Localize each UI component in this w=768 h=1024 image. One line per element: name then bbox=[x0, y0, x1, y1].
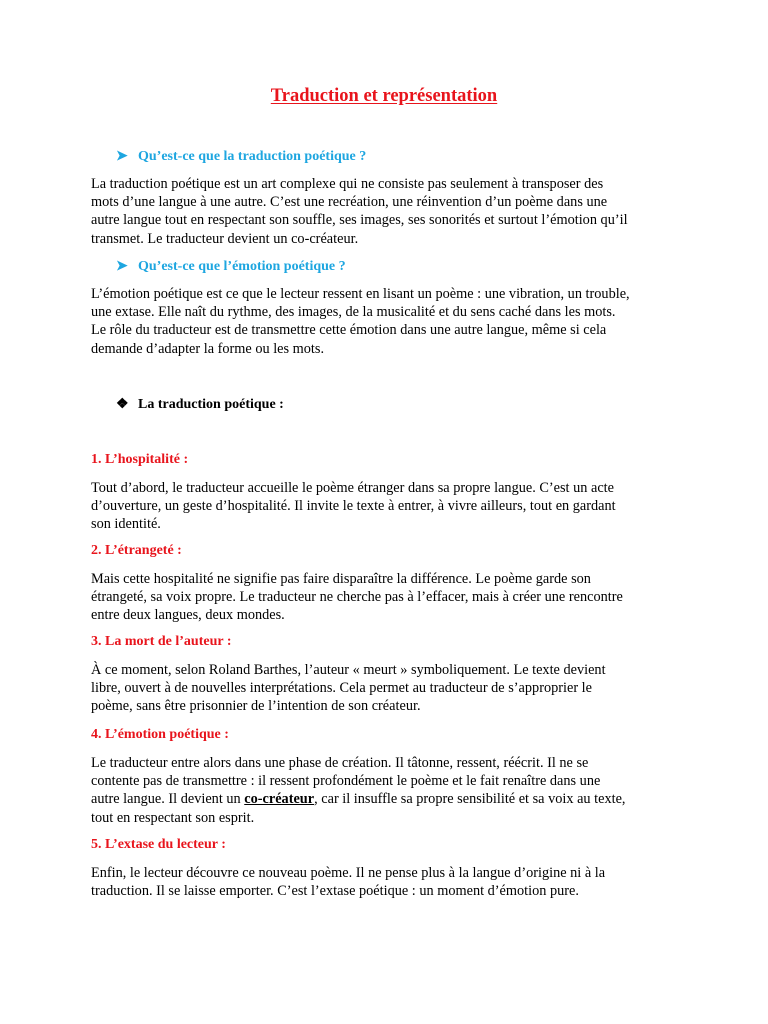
question-heading-1 bbox=[116, 148, 366, 165]
paragraph-line: L’émotion poétique est ce que le lecteur ressent en lisant un poème : une vibration, un trouble, bbox=[91, 286, 630, 302]
subheading-text: La traduction poétique : bbox=[138, 397, 284, 412]
section-heading-1: 1. L’hospitalité : bbox=[91, 452, 189, 467]
paragraph-line: mots d’une langue à une autre. C’est une recréation, une réinvention d’un poème dans une bbox=[91, 194, 608, 211]
paragraph-line: libre, ouvert à de nouvelles interprétations. Cela permet au traducteur de s’approprier le bbox=[91, 680, 592, 697]
paragraph-line: entre deux langues, deux mondes. bbox=[91, 607, 285, 624]
question-heading-2 bbox=[116, 258, 346, 275]
paragraph-line: poème, sans être prisonnier de l’intention de son créateur. bbox=[91, 698, 421, 715]
line-text-after: , car il insuffle sa propre sensibilité et sa voix au texte, bbox=[314, 791, 626, 808]
paragraph-line: une extase. Elle naît du rythme, des images, de la musicalité et du sens caché dans les mots. bbox=[91, 304, 616, 321]
line-text-before: autre langue. Il devient un bbox=[91, 791, 245, 808]
section-paragraph-1 bbox=[91, 479, 683, 534]
section-heading-3: 3. La mort de l’auteur : bbox=[91, 634, 232, 649]
section-paragraph-2 bbox=[91, 570, 683, 625]
arrow-bullet-icon: ➤ bbox=[116, 259, 128, 274]
paragraph-line: Tout d’abord, le traducteur accueille le poème étranger dans sa propre langue. C’est un acte bbox=[91, 480, 614, 496]
section-heading-2: 2. L’étrangeté : bbox=[91, 543, 182, 558]
paragraph-line: contente pas de transmettre : il ressent profondément le poème et le fait renaître dans une bbox=[91, 773, 601, 790]
section-paragraph-4 bbox=[91, 754, 683, 827]
paragraph-line: d’ouverture, un geste d’hospitalité. Il invite le texte à entrer, à vivre ailleurs, tout en gardant bbox=[91, 498, 616, 515]
paragraph-line: autre langue tout en respectant son souffle, ses images, ses sonorités et surtout l’émotion qu’il bbox=[91, 212, 628, 229]
paragraph-line: Mais cette hospitalité ne signifie pas faire disparaître la différence. Le poème garde son bbox=[91, 571, 591, 587]
paragraph-line: Enfin, le lecteur découvre ce nouveau poème. Il ne pense plus à la langue d’origine ni à la bbox=[91, 865, 606, 881]
diamond-bullet-icon: ❖ bbox=[116, 397, 129, 412]
paragraph-translation-definition bbox=[91, 175, 683, 248]
section-heading-4: 4. L’émotion poétique : bbox=[91, 727, 229, 742]
paragraph-line: son identité. bbox=[91, 516, 161, 533]
paragraph-line: traduction. Il se laisse emporter. C’est l’extase poétique : un moment d’émotion pure. bbox=[91, 883, 579, 900]
paragraph-line: Le traducteur entre alors dans une phase de création. Il tâtonne, ressent, réécrit. Il ne se bbox=[91, 755, 589, 771]
paragraph-line: La traduction poétique est un art complexe qui ne consiste pas seulement à transposer des bbox=[91, 176, 604, 192]
paragraph-emotion-definition bbox=[91, 285, 683, 358]
paragraph-line: étrangeté, sa voix propre. Le traducteur ne cherche pas à l’effacer, mais à créer une rencontre bbox=[91, 589, 623, 606]
subheading-traduction-poetique bbox=[116, 396, 284, 413]
paragraph-line bbox=[91, 790, 683, 808]
document-title: Traduction et représentation bbox=[270, 86, 498, 106]
paragraph-line: Le rôle du traducteur est de transmettre cette émotion dans une autre langue, même si cela bbox=[91, 322, 607, 339]
section-paragraph-3 bbox=[91, 661, 683, 716]
co-createur-emphasis: co-créateur bbox=[244, 791, 315, 808]
arrow-bullet-icon: ➤ bbox=[116, 149, 128, 164]
paragraph-line: tout en respectant son esprit. bbox=[91, 809, 255, 826]
section-heading-5: 5. L’extase du lecteur : bbox=[91, 837, 226, 852]
question-heading-text: Qu’est-ce que l’émotion poétique ? bbox=[138, 259, 346, 274]
question-heading-text: Qu’est-ce que la traduction poétique ? bbox=[138, 149, 367, 164]
section-paragraph-5 bbox=[91, 864, 683, 900]
paragraph-line: demande d’adapter la forme ou les mots. bbox=[91, 340, 325, 357]
paragraph-line: transmet. Le traducteur devient un co-créateur. bbox=[91, 230, 359, 247]
paragraph-line: À ce moment, selon Roland Barthes, l’auteur « meurt » symboliquement. Le texte devient bbox=[91, 662, 606, 678]
